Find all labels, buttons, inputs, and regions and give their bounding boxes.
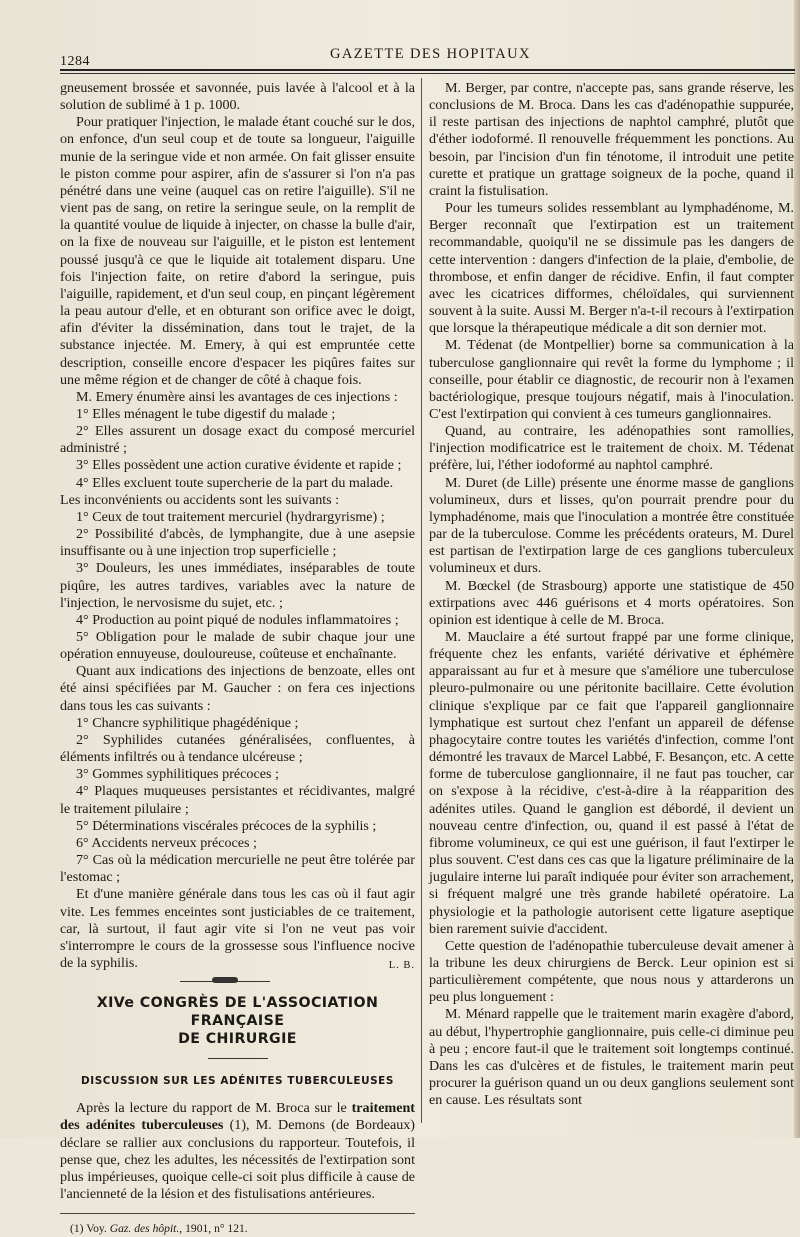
- text-run: , 1901, n° 121.: [179, 1222, 248, 1236]
- section-rule: [208, 1058, 268, 1059]
- page-edge: [794, 0, 800, 1138]
- list-item: 4° Plaques muqueuses persistantes et récidivantes, malgré le traitement pilulaire ;: [60, 783, 415, 817]
- paragraph: M. Berger, par contre, n'accepte pas, sans grande réserve, les conclusions de M. Broca. Dans les cas d'adénopathie suppurée, il reste partisan des injections de naphtol camphré, plutôt que d'éther iodoformé. Il renouvelle fréquemment les ponctions. Au besoin, par l'incision d'un fin ténotome, il introduit une petite curette et pratique un grattage soigneux de la poche, quand il craint la fistulisation.: [429, 80, 794, 199]
- paragraph: Quand, au contraire, les adénopathies sont ramollies, l'injection modificatrice est le traitement de choix. M. Tédenat préfère, lui, l'éther iodoformé au naphtol camphré.: [429, 423, 794, 474]
- list-item: 3° Elles possèdent une action curative évidente et rapide ;: [76, 457, 402, 474]
- paragraph: M. Emery énumère ainsi les avantages de ces injections :: [76, 388, 398, 405]
- text-run: (1), M. Demons (de Bordeaux) déclare se rallier aux conclusions du rapporteur. Toutefois, il pense que, chez les adultes, les nécessités de l'extirpation sont plus impérieuses, quoique celle-ci soit plus difficile à cause de l'ancienneté de la lésion et des fistulisations antérieures.: [60, 1117, 415, 1203]
- list-item: 6° Accidents nerveux précoces ;: [76, 834, 257, 851]
- left-column: [60, 80, 415, 1237]
- section-heading: DISCUSSION SUR LES ADÉNITES TUBERCULEUSES: [81, 1075, 394, 1088]
- list-item: 5° Déterminations viscérales précoces de la syphilis ;: [76, 817, 377, 834]
- paragraph: [60, 886, 415, 972]
- paragraph: Quant aux indications des injections de benzoate, elles ont été ainsi spécifiées par M. Gaucher : on fera ces injections dans tous les cas suivants :: [60, 663, 415, 714]
- italic-text: Gaz. des hôpit.: [109, 1222, 180, 1236]
- text-run: (1) Voy.: [70, 1222, 110, 1236]
- paragraph: M. Mauclaire a été surtout frappé par une forme clinique, fréquente chez les enfants, variété dérivative et éphémère apparaissant au fur et à mesure que s'améliore une tuberculose pleuro-pulmonaire ou une péritonite bacillaire. Cette évolution clinique s'explique par ce fait que l'appareil ganglionnaire lymphatique est surtout chez l'enfant un appareil de défense phagocytaire contre toutes les variétés d'infection, comme l'ont démontré les travaux de Marcel Labbé, F. Besançon, etc. A cette forme de tuberculose ganglionnaire, il ne faut pas toucher, car on s'expose à la récidive, c'est-à-dire à la réapparition des adénites utiles. Quand le ganglion est débordé, il devient un nouveau centre d'infection, ou, quand il est passé à l'état de fibrome volumineux, ce qui est une guérison, il faut l'extirper le plus souvent. C'est dans ces cas que la ligature préliminaire de la jugulaire interne lui paraît indiquée pour éviter son arrachement, si fréquent malgré une très grande habileté opératoire. La physiologie et la pathologie autorisent cette ligature aseptique bien rarement suivie d'accident.: [429, 629, 794, 937]
- list-item: 7° Cas où la médication mercurielle ne peut être tolérée par l'estomac ;: [60, 852, 415, 886]
- list-item: 1° Ceux de tout traitement mercuriel (hydrargyrisme) ;: [76, 508, 385, 525]
- paragraph: M. Tédenat (de Montpellier) borne sa communication à la tuberculose ganglionnaire qui revêt la forme du lymphome ; il conseille, pour établir ce diagnostic, de recourir non à l'examen bactériologique, presque toujours négatif, mais à l'inoculation. C'est l'extirpation qui convient à ces tumeurs ganglionnaires.: [429, 337, 794, 422]
- paragraph: Pour pratiquer l'injection, le malade étant couché sur le dos, on enfonce, d'un seul coup et de toute sa longueur, l'aiguille munie de la seringue vide et non armée. On fait glisser ensuite le piston comme pour aspirer, afin de s'assurer si l'on n'a pas pénétré dans une veine (auquel cas on retire l'aiguille). S'il ne vient pas de sang, on retire la seringue seule, on la remplit de la quantité voulue de liquide à injecter, on chasse la bulle d'air, on la fixe de nouveau sur l'aiguille, et le piston est lentement poussé jusqu'à ce que le liquide ait totalement disparu. Une fois l'injection faite, on retire d'abord la seringue, puis l'aiguille, rapidement, et d'un seul coup, en pinçant légèrement la peau autour d'elle, et en obturant son orifice avec le doigt, afin d'éviter la dissémination, dans tout le trajet, de la substance injectée. M. Emery, à qui est empruntée cette description, conseille encore d'espacer les piqûres faites sur une même région et de changer de côté à chaque fois.: [60, 114, 415, 388]
- journal-title: GAZETTE DES HOPITAUX: [330, 46, 531, 62]
- paragraph: Pour les tumeurs solides ressemblant au lymphadénome, M. Berger reconnaît que l'extirpation est un traitement recommandable, quoiqu'il ne se dissimule pas les dangers de cette intervention : dangers d'infection de la plaie, d'embolie, de thrombose, et enfin danger de récidive. Enfin, il faut compter avec les cicatrices difformes, chéloïdales, qui surviennent souvent à la suite. Aussi M. Berger n'a-t-il recours à l'extirpation que lorsque la thérapeutique médicale a dit son dernier mot.: [429, 200, 794, 337]
- text-run: Après la lecture du rapport de M. Broca sur le: [76, 1100, 352, 1117]
- right-column: [429, 80, 794, 1109]
- list-item: 4° Production au point piqué de nodules inflammatoires ;: [76, 611, 399, 628]
- header-rule-thin: [60, 73, 795, 74]
- list-item: 4° Elles excluent toute supercherie de la part du malade.: [76, 474, 394, 491]
- page-number: 1284: [60, 54, 90, 69]
- congress-title-line: XIVe CONGRÈS DE L'ASSOCIATION FRANÇAISE: [96, 995, 379, 1030]
- list-item: 5° Obligation pour le malade de subir chaque jour une opération ennuyeuse, douloureuse, coûteuse et enchaînante.: [60, 629, 415, 663]
- paragraph: [60, 1100, 415, 1203]
- ornament-divider: [60, 974, 415, 988]
- paragraph: gneusement brossée et savonnée, puis lavée à l'alcool et à la solution de sublimé à 1 p. 1000.: [60, 80, 415, 114]
- paragraph: Les inconvénients ou accidents sont les suivants :: [60, 491, 340, 508]
- list-item: 2° Syphilides cutanées généralisées, confluentes, à éléments infiltrés ou à tendance ulcéreuse ;: [60, 731, 415, 766]
- paragraph: M. Duret (de Lille) présente une énorme masse de ganglions volumineux, durs et lisses, qu'on pourrait prendre pour du lymphadénome, mais que l'inoculation a montrée être constituée par de la tuberculose. Comme les précédents orateurs, M. Durel est partisan de l'extirpation large de ces ganglions tuberculeux volumineux et durs.: [429, 474, 794, 577]
- bold-text: traitement des adénites tuberculeuses: [60, 1100, 415, 1134]
- closing-text: Et d'une manière générale dans tous les cas où il faut agir vite. Les femmes enceintes sont justiciables de ce traitement, car, là surtout, il faut agir vite si l'on ne veut pas voir s'interrompre le cours de la grossesse sous l'influence nocive de la syphilis.: [60, 886, 415, 971]
- list-item: 2° Elles assurent un dosage exact du composé mercuriel administré ;: [60, 423, 415, 457]
- list-item: 2° Possibilité d'abcès, de lymphangite, due à une asepsie insuffisante ou à une injection trop superficielle ;: [60, 526, 415, 560]
- signature: L. B.: [388, 959, 415, 971]
- list-item: 3° Douleurs, les unes immédiates, inséparables de toute piqûre, les autres tardives, variables avec la nature de l'injection, le nervosisme du sujet, etc. ;: [60, 560, 415, 611]
- list-item: 3° Gommes syphilitiques précoces ;: [76, 766, 279, 783]
- paragraph: Cette question de l'adénopathie tuberculeuse devait amener à la tribune les deux chirurgiens de Berck. Leur opinion est si particulièrement compétente, que nous nous y attarderons un peu plus longuement :: [429, 937, 794, 1006]
- paragraph: M. Ménard rappelle que le traitement marin exagère d'abord, au début, l'hypertrophie ganglionnaire, puis celle-ci diminue peu à peu ; encore faut-il que le traitement soit longtemps continué. Dans les cas d'ulcères et de fistules, le traitement marin peut procurer la guérison quand un ou deux ganglions seulement sont en cause. Les résultats sont: [429, 1006, 794, 1109]
- footnote-rule: [60, 1213, 415, 1214]
- footnote: [60, 1220, 415, 1237]
- header-rule: [60, 69, 795, 71]
- column-divider: [421, 78, 422, 1123]
- list-item: 1° Chancre syphilitique phagédénique ;: [76, 714, 299, 731]
- page-header: [60, 44, 795, 70]
- congress-title-line: DE CHIRURGIE: [178, 1031, 297, 1048]
- congress-title: [60, 994, 415, 1048]
- paragraph: M. Bœckel (de Strasbourg) apporte une statistique de 450 extirpations avec 446 guérisons et 4 morts opératoires. Son opinion est identique à celle de M. Broca.: [429, 577, 794, 628]
- list-item: 1° Elles ménagent le tube digestif du malade ;: [76, 405, 336, 422]
